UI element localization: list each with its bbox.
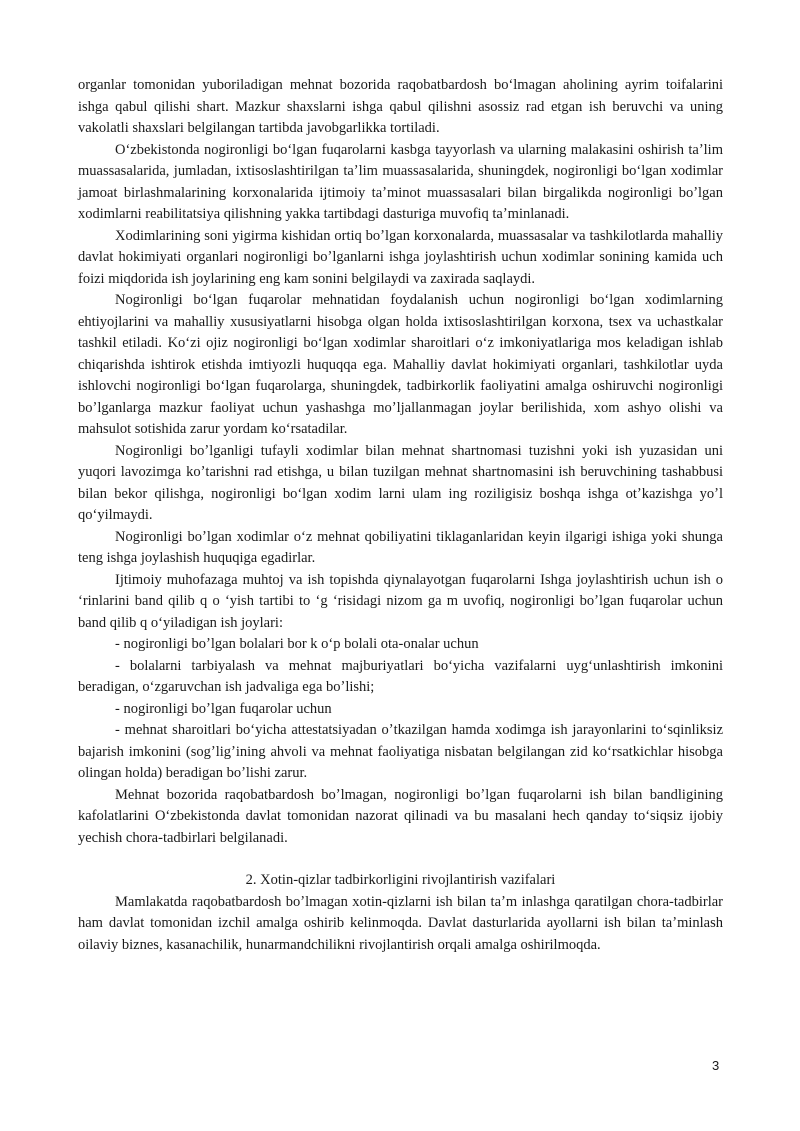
paragraph: Mehnat bozorida raqobatbardosh boʼlmagan, nogironligi boʼlgan fuqarolarni ish bilan bandligining kafolatlarini Oʻzbekistonda davlat tomonidan nazorat qilinadi va bu masalani hech qanday toʻsiqsiz ijobiy yechish chora-tadbirlari belgilanadi. bbox=[78, 786, 723, 846]
document-body bbox=[78, 75, 723, 956]
paragraph: Mamlakatda raqobatbardosh boʼlmagan xotin-qizlarni ish bilan taʼm inlashga qaratilgan chora-tadbirlar ham davlat tomonidan izchil amalga oshirib kelinmoqda. Davlat dasturlarida ayollarni ish bilan taʼminlash oilaviy biznes, kasanachilik, hunarmandchilikni rivojlantirish orqali amalga oshirilmoqda. bbox=[78, 893, 723, 953]
paragraph-continuation: organlar tomonidan yuboriladigan mehnat bozorida raqobatbardosh boʻlmagan aholining ayrim toifalarini ishga qabul qilishi shart. Mazkur shaxslarni ishga qabul qilishni asossiz rad etgan ish beruvchi va uning vakolatli shaxslari belgilangan tartibda javobgarlikka tortiladi. bbox=[78, 77, 723, 136]
paragraph: Oʻzbekistonda nogironligi boʻlgan fuqarolarni kasbga tayyorlash va ularning malakasini oshirish taʼlim muassasalarida, jumladan, ixtisoslashtirilgan taʼlim muassasalarida, shuningdek, nogironligi boʻlgan xodimlar jamoat birlashmalarining korxonalarida ijtimoiy taʼminot muassasalari bilan birgalikda nogironligi boʼlgan xodimlarni reabilitatsiya qilishning yakka tartibdagi dasturiga muvofiq taʼminlanadi. bbox=[78, 141, 723, 222]
section-heading: 2. Xotin-qizlar tadbirkorligini rivojlantirish vazifalari bbox=[245, 872, 556, 888]
list-item: - mehnat sharoitlari boʻyicha attestatsiyadan oʼtkazilgan hamda xodimga ish jarayonlarini toʻsqinliksiz bajarish imkonini (sogʼligʼining ahvoli va mehnat faoliyatiga nisbatan belgilangan zid koʻrsatkichlar hisobga olingan holda) beradigan boʼlishi zarur. bbox=[78, 722, 723, 781]
paragraph: Nogironligi boʻlgan fuqarolar mehnatidan foydalanish uchun nogironligi boʻlgan xodimlarning ehtiyojlarini va mahalliy xususiyatlarni hisobga olgan holda ixtisoslashtirilgan korxona, tsex va uchastkalar tashkil etiladi. Koʻzi ojiz nogironligi boʻlgan xodimlar sharoitlari oʻz imkoniyatlariga mos keladigan ishlab chiqarishda ishtirok etishda imtiyozli huquqqa ega. Mahalliy davlat hokimiyati organlari, tashkilotlar uyda ishlovchi nogironligi boʻlgan fuqarolarga, shuningdek, tadbirkorlik faoliyatini amalga oshiruvchi nogironligi boʼlganlarga mazkur faoliyat uchun yashashga moʼljallanmagan joylar berilishida, xom ashyo olishi va mahsulot sotishida zarur yordam koʻrsatadilar. bbox=[78, 292, 723, 437]
list-item: - nogironligi boʼlgan bolalari bor k oʻp bolali ota-onalar uchun bbox=[115, 636, 479, 652]
paragraph: Ijtimoiy muhofazaga muhtoj va ish topishda qiynalayotgan fuqarolarni Ishga joylashtirish uchun ish o ‘rinlarini band qilib q o ‘yish tartibi to ‘g ‘risidagi nizom ga m uvofiq, nogironligi boʼlgan fuqarolar uchun band qilib q oʻyiladigan ish joylari: bbox=[78, 571, 723, 631]
list-item: - nogironligi boʼlgan fuqarolar uchun bbox=[115, 700, 332, 717]
paragraph: Xodimlarining soni yigirma kishidan ortiq boʼlgan korxonalarda, muassasalar va tashkilotlarda mahalliy davlat hokimiyati organlari nogironligi boʼlganlarni ishga joylashtirish uchun xodimlar sonining kamida uch foizi miqdorida ish joylarining eng kam sonini belgilaydi va zaxirada saqlaydi. bbox=[78, 227, 723, 287]
paragraph: Nogironligi boʼlganligi tufayli xodimlar bilan mehnat shartnomasi tuzishni yoki ish yuzasidan uni yuqori lavozimga koʼtarishni rad etishga, u bilan tuzilgan mehnat shartnomasini ish beruvchining tashabbusi bilan bekor qilishga, nogironligi boʻlgan xodim larni ulam ing roziligisiz boshqa ishga otʼkazishga yoʼl qoʻyilmaydi. bbox=[78, 442, 723, 523]
list-item: - bolalarni tarbiyalash va mehnat majburiyatlari boʻyicha vazifalarni uygʻunlashtirish imkonini beradigan, oʻzgaruvchan ish jadvaliga ega boʼlishi; bbox=[78, 657, 723, 695]
paragraph: Nogironligi boʼlgan xodimlar oʻz mehnat qobiliyatini tiklaganlaridan keyin ilgarigi ishiga yoki shunga teng ishga joylashish huquqiga egadirlar. bbox=[78, 528, 723, 566]
page-number: 3 bbox=[712, 1058, 720, 1073]
